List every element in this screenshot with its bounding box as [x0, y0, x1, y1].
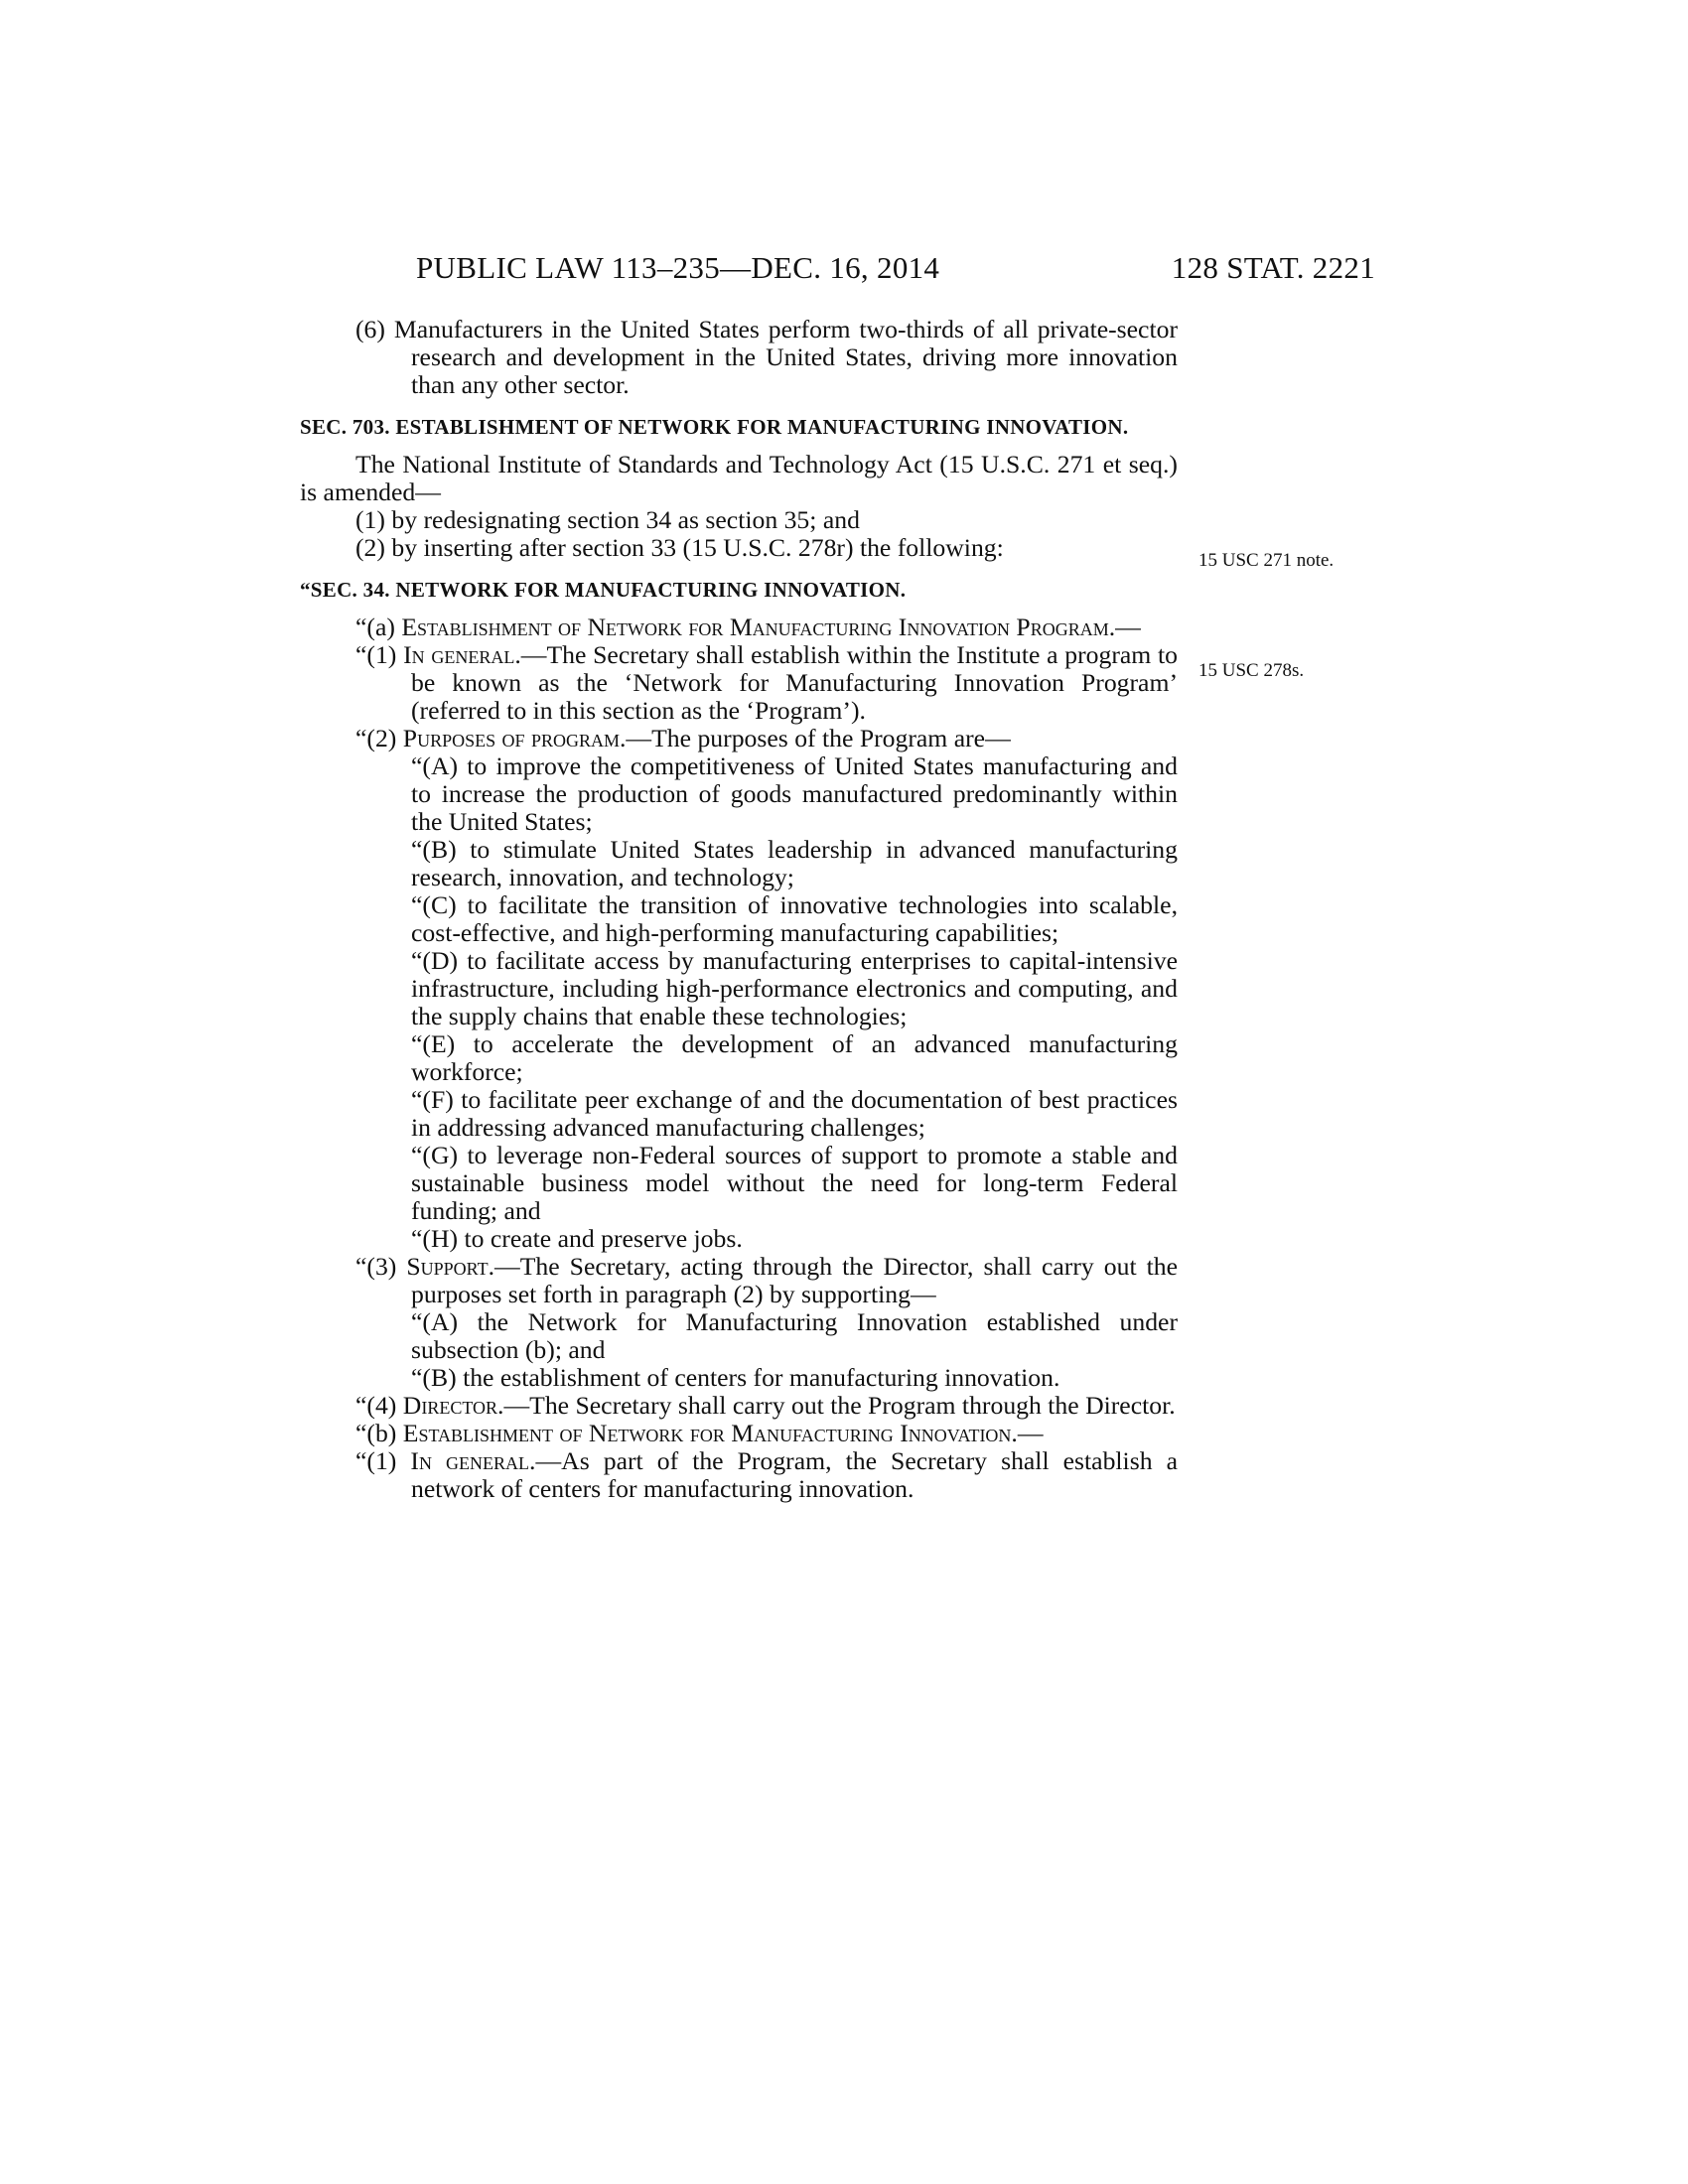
paragraph-a1-text: —The Secretary shall establish within the Institute a program to be known as the ‘Network for Manufacturing Innovation Program’ (referred to in this section as the ‘Program’).: [411, 640, 1179, 725]
paragraph-b1-title: In general.: [410, 1446, 536, 1475]
paragraph-a1-title: In general.: [403, 640, 521, 669]
paragraph-a3-text: —The Secretary, acting through the Director, shall carry out the purposes set forth in paragraph (2) by supporting—: [411, 1252, 1178, 1308]
margin-note-278s: 15 USC 278s.: [1198, 660, 1305, 681]
amendment-intro: The National Institute of Standards and Technology Act (15 U.S.C. 271 et seq.) is amended—: [300, 450, 1178, 506]
paragraph-b1-text: —As part of the Program, the Secretary shall establish a network of centers for manufacturing innovation.: [411, 1446, 1178, 1503]
purpose-B: “(B) to stimulate United States leadership in advanced manufacturing research, innovation, and technology;: [411, 835, 1178, 891]
page-header: [298, 250, 1375, 290]
paragraph-a2-label: “(2): [355, 724, 397, 752]
paragraph-b1: [300, 1447, 1178, 1503]
section-34-heading: “SEC. 34. NETWORK FOR MANUFACTURING INNOVATION.: [300, 578, 907, 602]
subsection-a-label: “(a): [355, 613, 395, 641]
purpose-D: “(D) to facilitate access by manufacturing enterprises to capital-intensive infrastructure, including high-performance electronics and computing, and the supply chains that enable these technologies;: [411, 946, 1178, 1030]
subsection-b-dash: —: [1017, 1419, 1044, 1447]
paragraph-a4-text: —The Secretary shall carry out the Program through the Director.: [503, 1391, 1176, 1420]
paragraph-a3-label: “(3): [355, 1252, 397, 1281]
margin-note-271: 15 USC 271 note.: [1198, 550, 1335, 571]
section-703-heading: SEC. 703. ESTABLISHMENT OF NETWORK FOR MANUFACTURING INNOVATION.: [300, 415, 1129, 439]
paragraph-a2-title: Purposes of program.: [402, 724, 627, 752]
paragraph-a4-label: “(4): [355, 1391, 397, 1420]
public-law-title: PUBLIC LAW 113–235—DEC. 16, 2014: [416, 250, 940, 285]
paragraph-b1-label: “(1): [355, 1446, 397, 1475]
purpose-E: “(E) to accelerate the development of an advanced manufacturing workforce;: [411, 1029, 1178, 1086]
amendment-2: (2) by inserting after section 33 (15 U.S.C. 278r) the following:: [355, 533, 1004, 562]
paragraph-a2-text: —The purposes of the Program are—: [626, 724, 1011, 752]
subsection-b-heading: [300, 1420, 1178, 1447]
subsection-a-dash: —: [1115, 613, 1141, 641]
subsection-a-title: Establishment of Network for Manufacturing Innovation Program.: [401, 613, 1116, 641]
paragraph-a1: [300, 641, 1178, 725]
amendment-1: (1) by redesignating section 34 as section 35; and: [355, 505, 860, 534]
support-A: “(A) the Network for Manufacturing Innovation established under subsection (b); and: [411, 1307, 1178, 1364]
support-B: “(B) the establishment of centers for manufacturing innovation.: [411, 1363, 1060, 1392]
paragraph-a3-title: Support.: [406, 1252, 495, 1281]
purpose-G: “(G) to leverage non-Federal sources of support to promote a stable and sustainable business model without the need for long-term Federal funding; and: [411, 1141, 1178, 1225]
paragraph-a2: [300, 725, 1178, 752]
paragraph-a3: [300, 1253, 1178, 1308]
purpose-A: “(A) to improve the competitiveness of United States manufacturing and to increase the production of goods manufactured predominantly within the United States;: [411, 751, 1178, 836]
subsection-b-title: Establishment of Network for Manufacturing Innovation.: [402, 1419, 1018, 1447]
subsection-b-label: “(b): [355, 1419, 397, 1447]
purpose-C: “(C) to facilitate the transition of innovative technologies into scalable, cost-effective, and high-performing manufacturing capabilities;: [411, 890, 1178, 947]
subsection-a-heading: [300, 614, 1178, 641]
paragraph-a4: [300, 1392, 1178, 1420]
paragraph-a1-label: “(1): [355, 640, 397, 669]
document-body: [300, 316, 1178, 1503]
statute-page-number: 128 STAT. 2221: [1171, 250, 1375, 285]
paragraph-a4-title: Director.: [402, 1391, 504, 1420]
finding-6: (6) Manufacturers in the United States perform two-thirds of all private-sector research and development in the United States, driving more innovation than any other sector.: [355, 315, 1178, 399]
purpose-F: “(F) to facilitate peer exchange of and the documentation of best practices in addressing advanced manufacturing challenges;: [411, 1085, 1178, 1142]
purpose-H: “(H) to create and preserve jobs.: [411, 1224, 743, 1253]
